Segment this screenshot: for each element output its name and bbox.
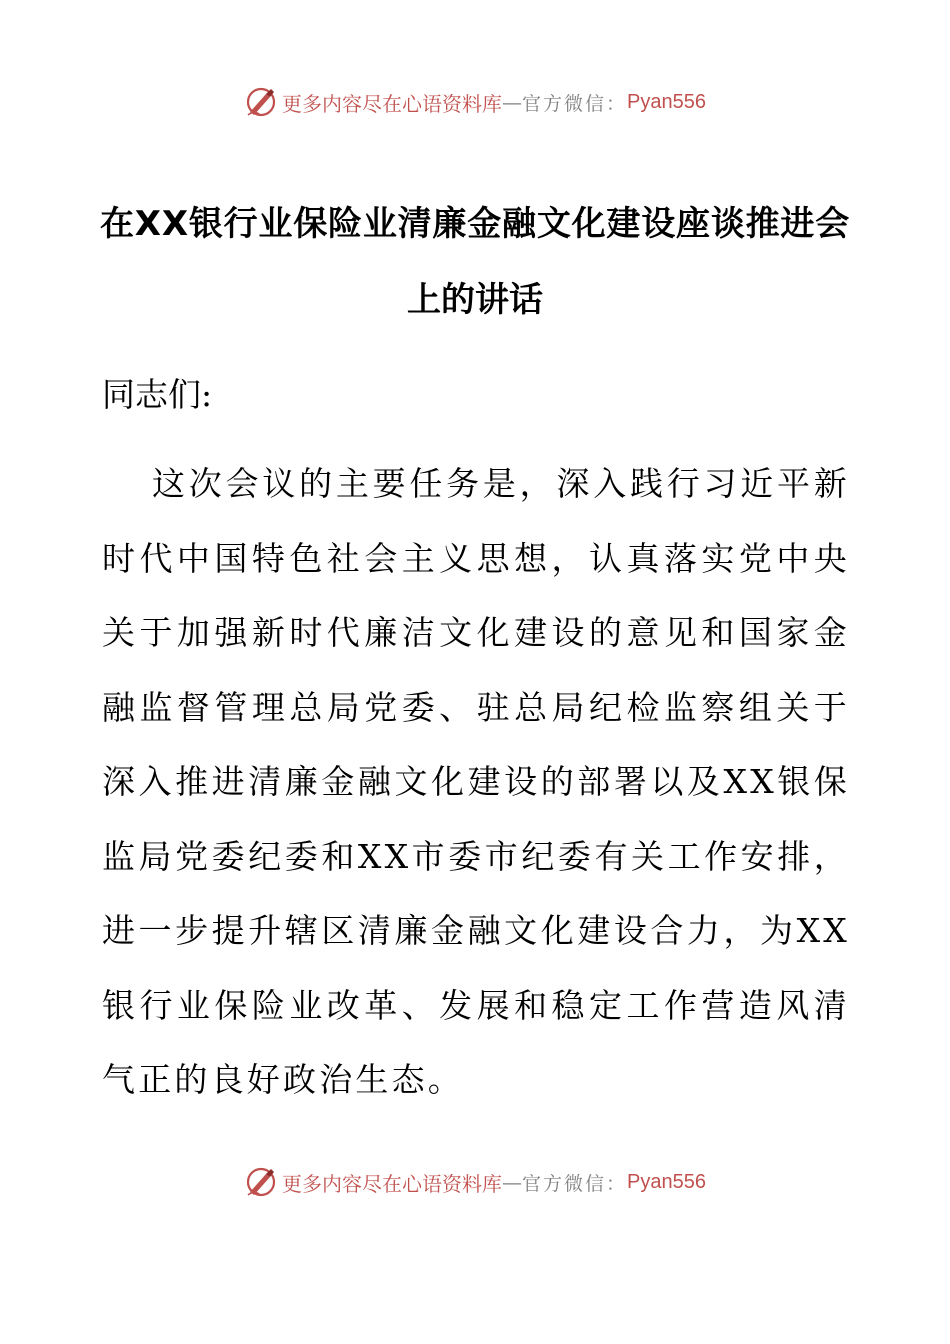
site-name-text: 更多内容尽在心语资料库 xyxy=(282,91,502,116)
pen-circle-logo-icon xyxy=(244,85,278,119)
official-wechat-label: 官方微信： xyxy=(522,1172,628,1195)
wechat-id: Pyan556 xyxy=(627,1170,706,1193)
pen-circle-logo-icon xyxy=(244,1165,278,1199)
official-wechat-label: 官方微信： xyxy=(522,92,628,115)
header-watermark-banner xyxy=(0,82,950,122)
separator-dash: — xyxy=(502,1170,522,1194)
wechat-id: Pyan556 xyxy=(627,90,706,113)
greeting: 同志们: xyxy=(102,375,213,414)
document-title-line-2: 上的讲话 xyxy=(407,280,543,320)
body-paragraph: 这次会议的主要任务是，深入践行习近平新时代中国特色社会主义思想，认真落实党中央关于加强新时代廉洁文化建设的意见和国家金融监督管理总局党委、驻总局纪检监察组关于深入推进清廉金融文化建设的部署以及XX银保监局党委纪委和XX市委市纪委有关工作安排，进一步提升辖区清廉金融文化建设合力，为XX银行业保险业改革、发展和稳定工作营造风清气正的良好政治生态。 xyxy=(102,464,850,1099)
site-name-text: 更多内容尽在心语资料库 xyxy=(282,1171,502,1196)
document-title-line-1: 在XX银行业保险业清廉金融文化建设座谈推进会 xyxy=(100,204,851,244)
footer-watermark-banner xyxy=(0,1162,950,1202)
separator-dash: — xyxy=(502,90,522,114)
